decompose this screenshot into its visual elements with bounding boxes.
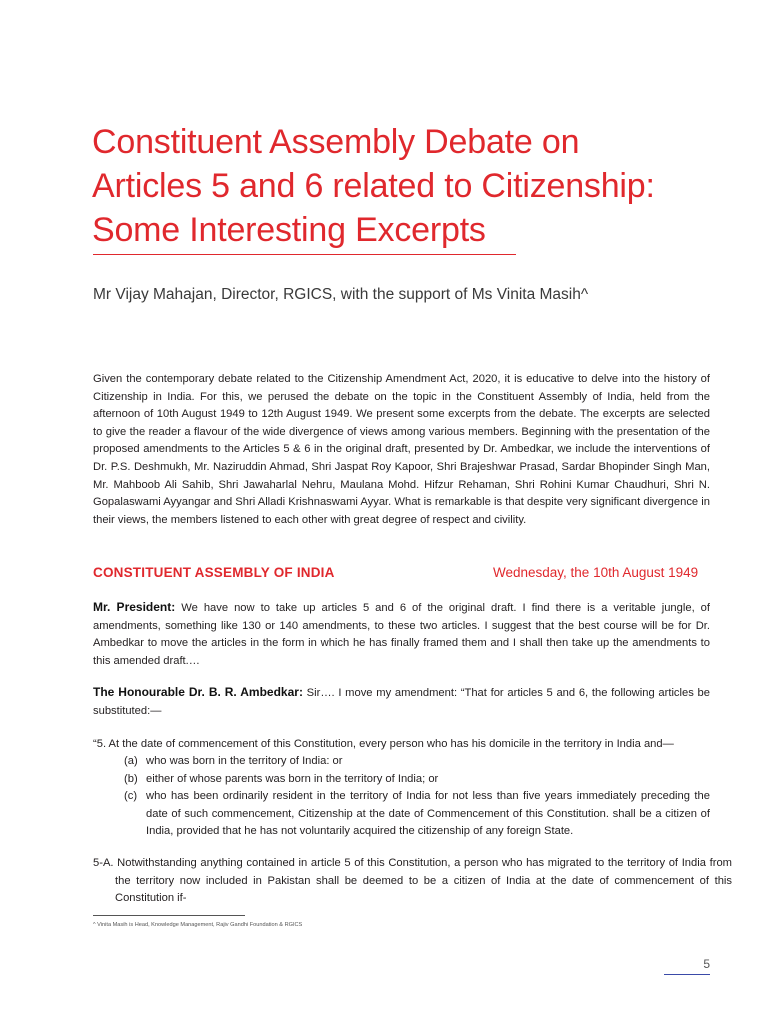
speaker-president: Mr. President: [93, 600, 176, 614]
speaker-ambedkar: The Honourable Dr. B. R. Ambedkar: [93, 685, 303, 699]
ambedkar-paragraph [93, 684, 710, 720]
list-item [124, 771, 710, 789]
byline: Mr Vijay Mahajan, Director, RGICS, with the support of Ms Vinita Masih^ [93, 286, 589, 303]
title-underline [93, 254, 516, 255]
president-text: We have now to take up articles 5 and 6 of the original draft. I find there is a veritable jungle, of amendments, something like 130 or 140 amendments, to these two articles. I suggest that the best course will be for Dr. Ambedkar to move the articles in the form in which he has finally framed them and I shall then take up the amendments to this amended draft.… [93, 602, 710, 667]
section-heading [93, 565, 713, 583]
footnote: ^ Vinita Masih is Head, Knowledge Management, Rajiv Gandhi Foundation & RGICS [93, 922, 303, 928]
title-line-3: Some Interesting Excerpts [92, 211, 486, 249]
title-line-1: Constituent Assembly Debate on [92, 123, 580, 161]
page-number-rule [664, 974, 710, 975]
clause-text: either of whose parents was born in the territory of India; or [146, 772, 439, 785]
president-paragraph [93, 599, 710, 670]
clause-mark: (a) [124, 755, 138, 767]
clause-text: who has been ordinarily resident in the territory of India for not less than five years immediately preceding the date of such commencement, Citizenship at the date of Commencement of this Constitution. shall be a citizen of India, provided that he has not voluntarily acquired the citizenship of any foreign State. [146, 790, 710, 838]
section-title: CONSTITUENT ASSEMBLY OF INDIA [93, 565, 335, 580]
clause-mark: (c) [124, 790, 138, 803]
article-5a-paragraph: 5-A. Notwithstanding anything contained in article 5 of this Constitution, a person who has migrated to the territory of India from the territory now included in Pakistan shall be deemed to be a citizen of India at the date of commencement of this Constitution if- [93, 857, 732, 905]
ambedkar-text: Sir…. I move my amendment: “That for articles 5 and 6, the following articles be substituted:— [93, 687, 710, 717]
article-5-intro: “5. At the date of commencement of this Constitution, every person who has his domicile in the territory in India and— [93, 738, 674, 750]
list-item [124, 753, 710, 771]
title-line-2: Articles 5 and 6 related to Citizenship: [92, 167, 655, 205]
clause-text: who was born in the territory of India: or [146, 755, 343, 767]
article-5-clauses [124, 753, 710, 841]
intro-paragraph: Given the contemporary debate related to the Citizenship Amendment Act, 2020, it is educative to delve into the history of Citizenship in India. For this, we perused the debate on the topic in the Constituent Assembly of India, held from the afternoon of 10th August 1949 to 12th August 1949. We present some excerpts from the debate. The excerpts are selected to give the reader a flavour of the wide divergence of views among various members. Beginning with the presentation of the proposed amendments to the Articles 5 & 6 in the original draft, presented by Dr. Ambedkar, we include the interventions of Dr. P.S. Deshmukh, Mr. Naziruddin Ahmad, Shri Jaspat Roy Kapoor, Shri Brajeshwar Prasad, Sardar Bhopinder Singh Man, Mr. Mahboob Ali Sahib, Shri Jawaharlal Nehru, Maulana Mohd. Hifzur Rehaman, Shri Rohini Kumar Chaudhuri, Shri N. Gopalaswami Ayyangar and Shri Alladi Krishnaswami Ayyar. What is remarkable is that despite very significant divergence in their views, the members listened to each other with great degree of respect and civility. [93, 373, 710, 526]
list-item [124, 788, 710, 841]
footnote-rule [93, 915, 245, 916]
page-number: 5 [703, 957, 710, 971]
clause-mark: (b) [124, 772, 138, 785]
section-date: Wednesday, the 10th August 1949 [493, 565, 699, 580]
article-title [92, 120, 732, 252]
